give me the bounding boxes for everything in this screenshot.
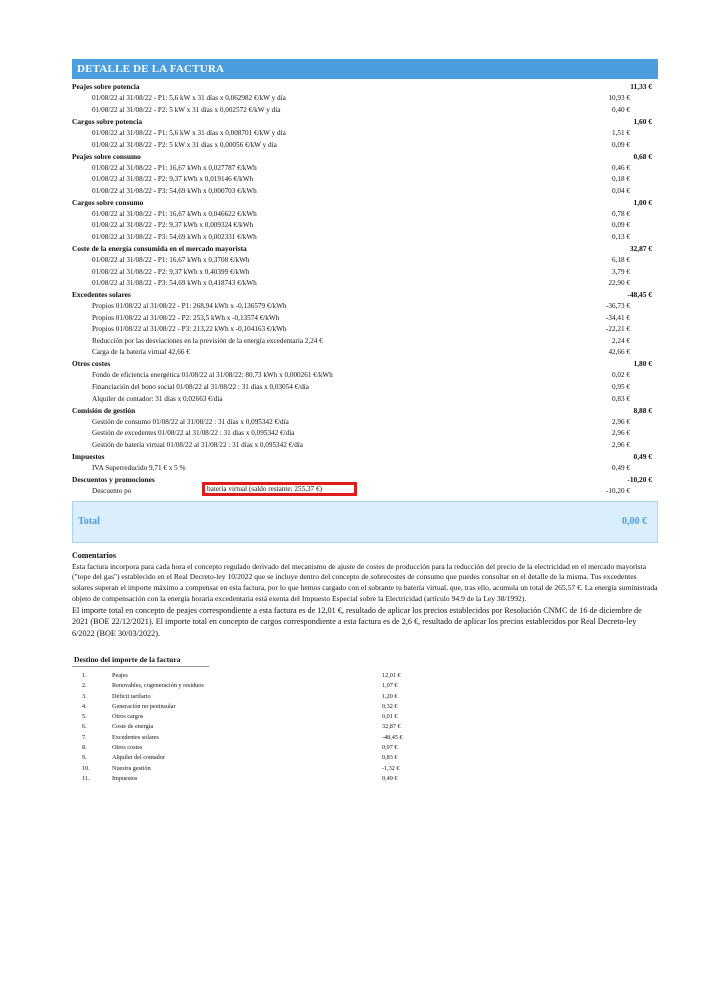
- line-item-label: 01/08/22 al 31/08/22 - P2: 9,37 kWh x 0,40399 €/kWh: [92, 267, 250, 276]
- line-item-amount: 1,51 €: [612, 128, 630, 137]
- section-title: Coste de la energía consumida en el mercado mayorista: [72, 243, 247, 253]
- invoice-detail-table: [72, 81, 658, 497]
- line-item-label: Financiación del bono social 01/08/22 al 31/08/22 : 31 días x 0,03054 €/día: [92, 382, 309, 391]
- line-item-amount: 2,96 €: [612, 440, 630, 449]
- line-item-amount: 6,18 €: [612, 255, 630, 264]
- comments-title: Comentarios: [72, 550, 116, 560]
- destination-list: [72, 670, 658, 783]
- line-item: [72, 277, 658, 289]
- line-item: [72, 347, 658, 359]
- section-row: [72, 289, 658, 301]
- destination-row: [72, 742, 658, 752]
- line-item-amount: 0,46 €: [612, 163, 630, 172]
- total-box: [72, 501, 658, 543]
- section-row: [72, 116, 658, 128]
- line-item-amount: 0,95 €: [612, 382, 630, 391]
- destination-label: Impuestos: [112, 774, 138, 782]
- section-title: Otros costes: [72, 359, 111, 369]
- line-item-amount: 0,83 €: [612, 394, 630, 403]
- destination-section: [72, 655, 658, 783]
- line-item-label: 01/08/22 al 31/08/22 - P3: 54,69 kWh x 0,418743 €/kWh: [92, 279, 257, 288]
- line-item-amount: 0,40 €: [612, 105, 630, 114]
- line-item-label: Gestión de excedentes 01/08/22 al 31/08/22 : 31 días x 0,095342 €/día: [92, 429, 295, 438]
- line-item-amount: -10,20 €: [606, 486, 630, 495]
- line-item-label: IVA Superreducido 9,71 € x 5 %: [92, 463, 186, 472]
- section-amount: 0,49 €: [633, 451, 652, 461]
- line-item: [72, 162, 658, 174]
- line-item: [72, 185, 658, 197]
- highlight-box: batería virtual (saldo restante: 255,37 €): [202, 482, 357, 496]
- line-item: [72, 231, 658, 243]
- destination-value: 0,97 €: [382, 744, 398, 751]
- section-amount: 0,68 €: [633, 151, 652, 161]
- destination-row: [72, 691, 658, 701]
- line-item-amount: 2,24 €: [612, 336, 630, 345]
- line-item: [72, 104, 658, 116]
- line-item-label: 01/08/22 al 31/08/22 - P1: 16,67 kWh x 0,3708 €/kWh: [92, 255, 250, 264]
- destination-number: 9.: [82, 754, 87, 762]
- line-item-amount: 0,78 €: [612, 209, 630, 218]
- destination-row: [72, 711, 658, 721]
- line-item-amount: -34,41 €: [606, 313, 630, 322]
- section-row: [72, 451, 658, 463]
- destination-number: 8.: [82, 744, 87, 751]
- section-title: Cargos sobre consumo: [72, 197, 144, 207]
- line-item-amount: 0,02 €: [612, 371, 630, 380]
- line-item: [72, 416, 658, 428]
- destination-row: [72, 763, 658, 773]
- destination-label: Otros costes: [112, 744, 143, 751]
- section-title: Cargos sobre potencia: [72, 116, 143, 126]
- line-item-label: 01/08/22 al 31/08/22 - P2: 5 kW x 31 días x 0,00056 €/kW y día: [92, 140, 277, 149]
- line-item-label: Fondo de eficiencia energética 01/08/22 al 31/08/22: 80,73 kWh x 0,000261 €/kWh: [92, 371, 333, 380]
- section-title: Peajes sobre consumo: [72, 151, 141, 161]
- line-item-label: Reducción por las desviaciones en la previsión de la energía excedentaria 2,24 €: [92, 336, 323, 345]
- destination-number: 2.: [82, 682, 87, 690]
- line-item: [72, 335, 658, 347]
- line-item-label: 01/08/22 al 31/08/22 - P1: 5,6 kW x 31 días x 0,062982 €/kW y día: [92, 94, 286, 103]
- line-item-label: Descuento po: [92, 486, 132, 495]
- destination-row: [72, 670, 658, 680]
- section-row: [72, 358, 658, 370]
- destination-value: 1,07 €: [382, 682, 398, 690]
- section-amount: 1,80 €: [633, 359, 652, 369]
- destination-label: Otros cargos: [112, 713, 144, 721]
- destination-label: Nuestra gestión: [112, 764, 151, 772]
- comments-paragraph-1: Esta factura incorpora para cada hora el concepto regulado derivado del mecanismo de ajuste de costes de producción para la reducción del precio de la electricidad en el mercado mayorista ("tope del gas") establecido en el Real Decreto-ley 10/2022 que se incluye dentro del concepto de sobrecostes de consumo que puedes consultar en el detalle de la misma. Tus excedentes solares superan el importe máximo a compensar en esta factura, por lo que hemos cargado con el sobrante tu batería virtual, que, tras ello, acumula un total de 265,57 €. La energía suministrada objeto de compensación con la energía horaria excedentaria está exenta del Impuesto Especial sobre la Electricidad (artículo 94.9 de la Ley 38/1992).: [72, 561, 658, 603]
- destination-value: -1,32 €: [382, 764, 400, 772]
- destination-number: 11.: [82, 774, 90, 782]
- destination-label: Déficit tarifario: [112, 692, 151, 700]
- section-amount: 1,60 €: [633, 116, 652, 126]
- section-amount: -10,20 €: [627, 474, 652, 484]
- line-item-label: 01/08/22 al 31/08/22 - P2: 9,37 kWh x 0,009324 €/kWh: [92, 221, 254, 230]
- line-item: [72, 439, 658, 451]
- section-title: Peajes sobre potencia: [72, 82, 140, 92]
- destination-label: Alquiler del contador: [112, 754, 165, 762]
- section-row: [72, 81, 658, 93]
- line-item-label: Gestión de consumo 01/08/22 al 31/08/22 : 31 días x 0,095342 €/día: [92, 417, 289, 426]
- section-title: Impuestos: [72, 451, 105, 461]
- destination-row: [72, 773, 658, 783]
- destination-value: 0,01 €: [382, 713, 398, 721]
- line-item: [72, 427, 658, 439]
- line-item-amount: 10,93 €: [608, 94, 630, 103]
- line-item: [72, 208, 658, 220]
- comments-paragraph-2: El importe total en concepto de peajes correspondiente a esta factura es de 12,01 €, resultado de aplicar los precios establecidos por Resolución CNMC de 16 de diciembre de 2021 (BOE 22/12/2021). El importe total en concepto de cargos correspondiente a esta factura es de 2,6 €, resultado de aplicar los precios establecidos por Real Decreto-ley 6/2022 (BOE 30/03/2022).: [72, 605, 642, 638]
- line-item-amount: 3,79 €: [612, 267, 630, 276]
- section-title: Descuentos y promociones: [72, 474, 155, 484]
- invoice-page: [72, 59, 658, 784]
- destination-number: 7.: [82, 733, 87, 741]
- destination-row: [72, 701, 658, 711]
- section-row: [72, 150, 658, 162]
- line-item-label: Gestión de batería virtual 01/08/22 al 31/08/22 : 31 días x 0,095342 €/día: [92, 440, 303, 449]
- destination-number: 3.: [82, 692, 87, 700]
- destination-value: 12,01 €: [382, 671, 401, 679]
- line-item-amount: -36,73 €: [606, 302, 630, 311]
- section-row: [72, 196, 658, 208]
- line-item-amount: -22,21 €: [606, 325, 630, 334]
- line-item-amount: 0,49 €: [612, 463, 630, 472]
- destination-title: Destino del importe de la factura: [74, 655, 181, 665]
- line-item-label: 01/08/22 al 31/08/22 - P1: 5,6 kW x 31 días x 0,008701 €/kW y día: [92, 128, 286, 137]
- comments-section: [72, 551, 658, 640]
- destination-number: 4.: [82, 702, 87, 710]
- section-row: [72, 404, 658, 416]
- line-item: [72, 323, 658, 335]
- section-amount: 8,88 €: [633, 405, 652, 415]
- line-item: [72, 462, 658, 474]
- destination-label: Generación no peninsular: [112, 702, 176, 710]
- line-item-amount: 42,66 €: [608, 348, 630, 357]
- line-item-label: Propios 01/08/22 al 31/08/22 - P2: 253,5 kWh x -0,13574 €/kWh: [92, 313, 280, 322]
- section-title: Excedentes solares: [72, 290, 131, 300]
- section-amount: 1,00 €: [633, 197, 652, 207]
- destination-label: Peajes: [112, 671, 128, 679]
- total-label: Total: [78, 516, 100, 528]
- destination-value: 0,32 €: [382, 702, 398, 710]
- line-item-amount: 0,04 €: [612, 186, 630, 195]
- destination-row: [72, 732, 658, 742]
- line-item-label: Propios 01/08/22 al 31/08/22 - P1: 268,94 kWh x -0,136579 €/kWh: [92, 302, 287, 311]
- destination-divider: [72, 666, 209, 667]
- destination-value: 1,20 €: [382, 692, 398, 700]
- line-item-label: 01/08/22 al 31/08/22 - P2: 5 kW x 31 días x 0,002572 €/kW y día: [92, 105, 281, 114]
- line-item-label: 01/08/22 al 31/08/22 - P3: 54,69 kWh x 0,000703 €/kWh: [92, 186, 257, 195]
- destination-number: 5.: [82, 713, 87, 721]
- destination-value: -48,45 €: [382, 733, 403, 741]
- destination-label: Renovables, cogeneración y residuos: [112, 682, 204, 690]
- section-amount: 11,33 €: [630, 82, 652, 92]
- section-title: Comisión de gestión: [72, 405, 136, 415]
- section-row: [72, 474, 658, 486]
- line-item-label: Alquiler de contador: 31 días x 0,02663 €/día: [92, 394, 223, 403]
- line-item-amount: 22,90 €: [608, 279, 630, 288]
- line-item: [72, 312, 658, 324]
- destination-number: 10.: [82, 764, 90, 772]
- destination-row: [72, 681, 658, 691]
- destination-row: [72, 753, 658, 763]
- line-item: [72, 393, 658, 405]
- line-item-amount: 2,96 €: [612, 417, 630, 426]
- line-item-amount: 2,96 €: [612, 429, 630, 438]
- destination-value: 0,49 €: [382, 774, 398, 782]
- line-item-label: 01/08/22 al 31/08/22 - P1: 16,67 kWh x 0,027787 €/kWh: [92, 163, 257, 172]
- line-item: [72, 173, 658, 185]
- line-item: [72, 370, 658, 382]
- line-item-label: 01/08/22 al 31/08/22 - P2: 9,37 kWh x 0,019146 €/kWh: [92, 175, 254, 184]
- line-item: [72, 254, 658, 266]
- line-item: [72, 266, 658, 278]
- line-item-amount: 0,13 €: [612, 232, 630, 241]
- line-item-amount: 0,09 €: [612, 221, 630, 230]
- total-amount: 0,00 €: [622, 516, 647, 528]
- line-item: [72, 300, 658, 312]
- line-item-label: 01/08/22 al 31/08/22 - P1: 16,67 kWh x 0,046622 €/kWh: [92, 209, 257, 218]
- line-item-amount: 0,09 €: [612, 140, 630, 149]
- destination-row: [72, 722, 658, 732]
- line-item-amount: 0,18 €: [612, 175, 630, 184]
- line-item: [72, 485, 658, 497]
- destination-label: Excedentes solares: [112, 733, 159, 741]
- destination-value: 0,83 €: [382, 754, 398, 762]
- section-row: [72, 243, 658, 255]
- line-item-label: 01/08/22 al 31/08/22 - P3: 54,69 kWh x 0,002331 €/kWh: [92, 232, 257, 241]
- destination-number: 1.: [82, 671, 87, 679]
- line-item: [72, 139, 658, 151]
- invoice-detail-header: DETALLE DE LA FACTURA: [72, 59, 658, 79]
- section-amount: 32,87 €: [629, 243, 652, 253]
- destination-value: 32,87 €: [382, 723, 401, 731]
- destination-number: 6.: [82, 723, 87, 731]
- line-item: [72, 93, 658, 105]
- line-item-label: Propios 01/08/22 al 31/08/22 - P3: 213,22 kWh x -0,104163 €/kWh: [92, 325, 287, 334]
- line-item-label: Carga de la batería virtual 42,66 €: [92, 348, 190, 357]
- line-item: [72, 127, 658, 139]
- line-item: [72, 220, 658, 232]
- section-amount: -48,45 €: [627, 290, 652, 300]
- destination-label: Coste de energía: [112, 723, 154, 731]
- line-item: [72, 381, 658, 393]
